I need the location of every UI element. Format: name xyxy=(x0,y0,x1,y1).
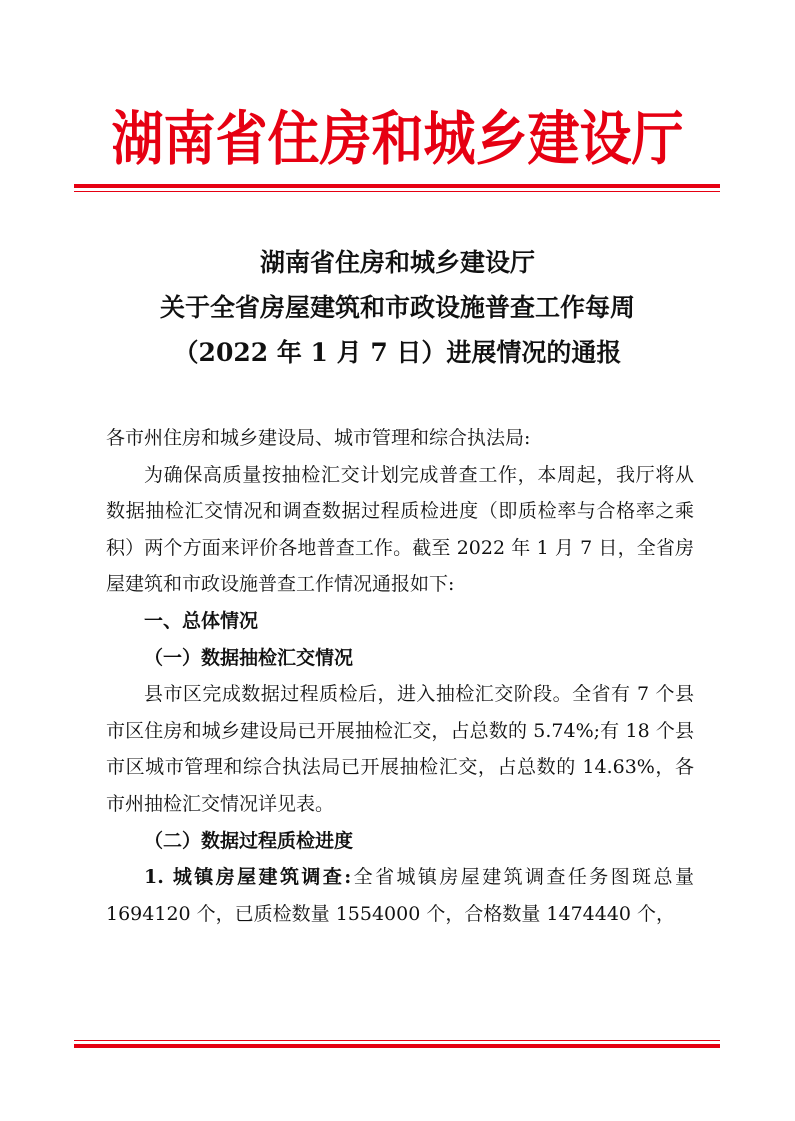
intro-paragraph: 为确保高质量按抽检汇交计划完成普查工作，本周起，我厅将从数据抽检汇交情况和调查数据过程质检进度（即质检率与合格率之乘积）两个方面来评价各地普查工作。截至 2022 年 1 月 7 日，全省房屋建筑和市政设施普查工作情况通报如下: xyxy=(106,463,694,596)
section-heading-overall: 一、总体情况 xyxy=(144,609,259,632)
item-1-text: 全省城镇房屋建筑调查任务图斑总量 1694120 个，已质检数量 1554000 个，合格数量 1474440 个， xyxy=(106,866,694,925)
header-rule-thin xyxy=(74,191,720,192)
item-1-paragraph xyxy=(106,859,694,932)
document-body xyxy=(106,420,694,932)
header-rule-thick xyxy=(74,184,720,188)
footer-rule-thin xyxy=(74,1040,720,1041)
item-1-lead: 1. 城镇房屋建筑调查: xyxy=(144,866,352,889)
subsection-heading-quality: （二）数据过程质检进度 xyxy=(144,829,354,852)
document-title xyxy=(60,240,735,375)
subsection-heading-sampling: （一）数据抽检汇交情况 xyxy=(144,646,354,669)
sampling-paragraph: 县市区完成数据过程质检后，进入抽检汇交阶段。全省有 7 个县市区住房和城乡建设局已开展抽检汇交，占总数的 5.74%;有 18 个县市区城市管理和综合执法局已开展抽检汇交，占总数的 14.63%，各市州抽检汇交情况详见表。 xyxy=(106,683,694,815)
title-line-3: （2022 年 1 月 7 日）进展情况的通报 xyxy=(173,338,622,367)
title-line-2: 关于全省房屋建筑和市政设施普查工作每周 xyxy=(159,293,635,322)
footer-rule-thick xyxy=(74,1044,720,1048)
agency-letterhead: 湖南省住房和城乡建设厅 xyxy=(111,106,684,174)
salutation: 各市州住房和城乡建设局、城市管理和综合执法局: xyxy=(106,427,531,449)
title-line-1: 湖南省住房和城乡建设厅 xyxy=(259,248,535,277)
